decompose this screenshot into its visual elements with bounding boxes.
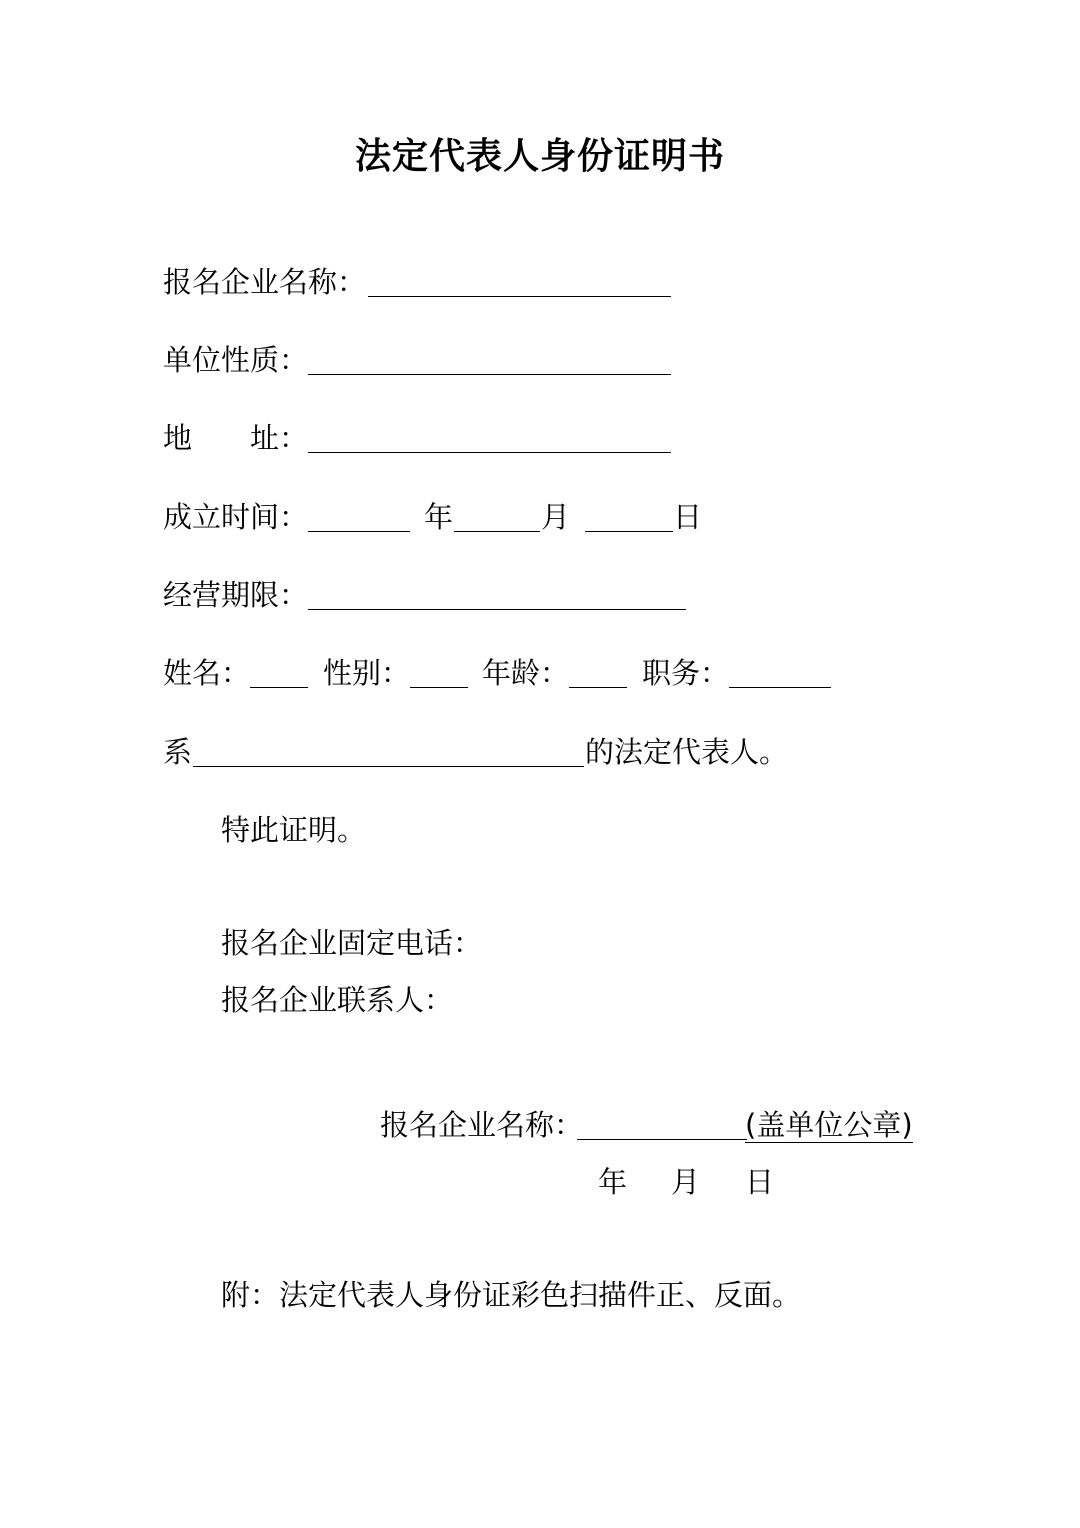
relation-company-blank[interactable] (193, 766, 584, 767)
established-month-unit: 月 (541, 500, 571, 534)
signature-day: 日 (745, 1165, 775, 1199)
established-year-blank[interactable] (308, 531, 410, 532)
established-month-blank[interactable] (454, 531, 540, 532)
company-name-label: 报名企业名称： (163, 265, 367, 299)
signature-company-label: 报名企业名称： (380, 1108, 584, 1142)
attachment-note: 附：法定代表人身份证彩色扫描件正、反面。 (221, 1278, 802, 1312)
gender-label: 性别： (323, 656, 411, 690)
signature-month: 月 (671, 1165, 701, 1199)
established-day-unit: 日 (673, 500, 703, 534)
nature-label: 单位性质： (163, 343, 309, 377)
seal-note: (盖单位公章) (745, 1108, 913, 1142)
established-day-blank[interactable] (585, 531, 673, 532)
relation-suffix: 的法定代表人。 (585, 735, 789, 769)
age-blank[interactable] (569, 687, 627, 688)
seal-note-wrapper (745, 1105, 913, 1145)
term-label: 经营期限： (163, 578, 309, 612)
document-title: 法定代表人身份证明书 (354, 135, 725, 177)
address-blank[interactable] (308, 452, 671, 453)
term-blank[interactable] (308, 609, 686, 610)
contact-label: 报名企业联系人： (221, 983, 454, 1017)
relation-prefix: 系 (163, 735, 193, 769)
signature-year: 年 (598, 1165, 628, 1199)
address-label-part1: 地 (163, 421, 193, 455)
signature-company-blank[interactable] (577, 1139, 747, 1140)
established-year-unit: 年 (424, 500, 454, 534)
name-label: 姓名： (163, 656, 251, 690)
position-blank[interactable] (729, 687, 831, 688)
age-label: 年龄： (482, 656, 570, 690)
name-blank[interactable] (250, 687, 308, 688)
position-label: 职务： (642, 656, 730, 690)
address-label-part2: 址： (250, 421, 309, 455)
nature-blank[interactable] (308, 374, 671, 375)
company-name-blank[interactable] (368, 296, 671, 297)
certify-statement: 特此证明。 (221, 813, 367, 847)
gender-blank[interactable] (410, 687, 468, 688)
phone-label: 报名企业固定电话： (221, 926, 483, 960)
established-label: 成立时间： (163, 500, 309, 534)
